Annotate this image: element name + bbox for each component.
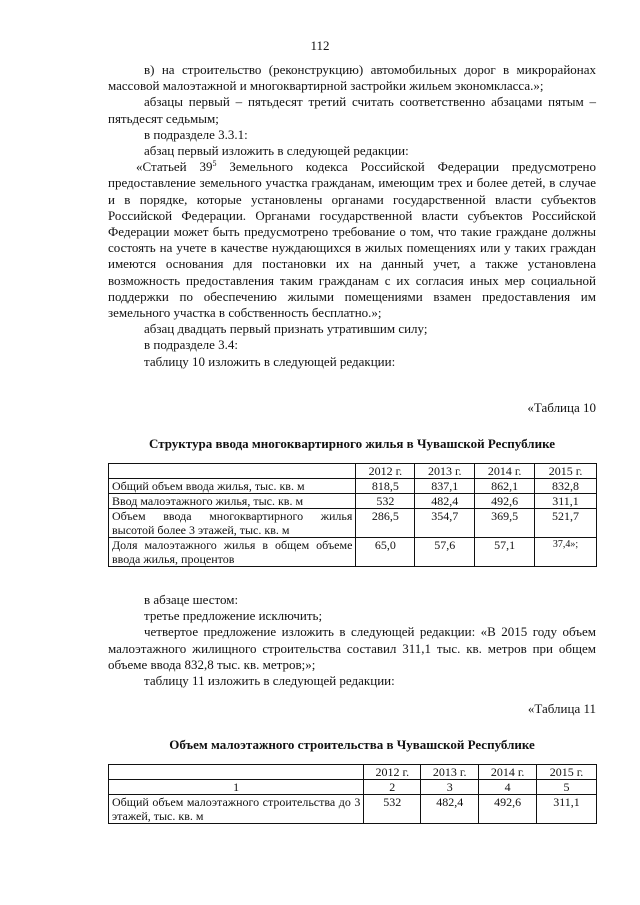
table-cell: 482,4	[415, 494, 475, 509]
paragraph-1: в) на строительство (реконструкцию) автомобильных дорог в микрорайонах массовой малоэтажной и многоквартирной застройки жильем экономкласса.»;	[108, 62, 596, 94]
table-header-empty	[109, 765, 364, 780]
column-number: 4	[479, 780, 537, 795]
table-row	[109, 494, 597, 509]
table-row	[109, 795, 597, 824]
table-header-row	[109, 464, 597, 479]
table-header-year: 2012 г.	[356, 464, 415, 479]
paragraph-3: в подразделе 3.3.1:	[144, 126, 248, 142]
table-header-year: 2013 г.	[415, 464, 475, 479]
table-header-empty	[109, 464, 356, 479]
paragraph-5: абзац двадцать первый признать утратившим силу;	[144, 321, 428, 337]
quoted-paragraph	[108, 159, 596, 321]
paragraph-6: в подразделе 3.4:	[144, 337, 239, 353]
table-header-year: 2013 г.	[421, 765, 479, 780]
table-header-year: 2015 г.	[537, 765, 597, 780]
table-cell: 311,1	[535, 494, 597, 509]
table-header-year: 2014 г.	[479, 765, 537, 780]
column-number: 2	[364, 780, 421, 795]
table-cell: 286,5	[356, 509, 415, 538]
row-label: Ввод малоэтажного жилья, тыс. кв. м	[109, 494, 356, 509]
table-10	[108, 463, 597, 567]
table-cell: 311,1	[537, 795, 597, 824]
table-header-year: 2012 г.	[364, 765, 421, 780]
paragraph-7: таблицу 10 изложить в следующей редакции:	[144, 353, 396, 369]
table-cell: 837,1	[415, 479, 475, 494]
paragraph-10: четвертое предложение изложить в следующей редакции: «В 2015 году объем малоэтажного жилищного строительства составил 311,1 тыс. кв. метров при общем объеме ввода 832,8 тыс. кв. метров;»;	[108, 624, 596, 672]
table-cell: 492,6	[479, 795, 537, 824]
table11-label: «Таблица 11	[527, 701, 596, 716]
page-number: 112	[310, 38, 330, 53]
row-label: Объем ввода многоквартирного жилья высотой более 3 этажей, тыс. кв. м	[109, 509, 356, 538]
paragraph-2: абзацы первый – пятьдесят третий считать соответственно абзацами пятым – пятьдесят седьмым;	[108, 94, 596, 126]
text-block-top	[108, 62, 596, 370]
table-11	[108, 764, 597, 824]
paragraph-9: третье предложение исключить;	[144, 608, 323, 624]
table-cell: 532	[364, 795, 421, 824]
paragraph-11: таблицу 11 изложить в следующей редакции:	[144, 673, 395, 689]
row-label: Доля малоэтажного жилья в общем объеме ввода жилья, процентов	[109, 538, 356, 567]
row-label: Общий объем малоэтажного строительства до 3 этажей, тыс. кв. м	[109, 795, 364, 824]
table-cell: 492,6	[475, 494, 535, 509]
row-label: Общий объем ввода жилья, тыс. кв. м	[109, 479, 356, 494]
table-header-year: 2015 г.	[535, 464, 597, 479]
column-number: 5	[537, 780, 597, 795]
table-header-row	[109, 765, 597, 780]
table-cell: 818,5	[356, 479, 415, 494]
table10-title: Структура ввода многоквартирного жилья в Чувашской Республике	[148, 436, 555, 451]
table11-title: Объем малоэтажного строительства в Чувашской Республике	[169, 737, 535, 752]
paragraph-4: абзац первый изложить в следующей редакции:	[144, 143, 409, 159]
table-cell: 354,7	[415, 509, 475, 538]
table-cell: 37,4»;	[535, 538, 597, 567]
column-number: 1	[109, 780, 364, 795]
table-header-year: 2014 г.	[475, 464, 535, 479]
column-number: 3	[421, 780, 479, 795]
table-row	[109, 509, 597, 538]
table-cell: 862,1	[475, 479, 535, 494]
table-row	[109, 479, 597, 494]
table-row	[109, 538, 597, 567]
table-cell: 57,1	[475, 538, 535, 567]
table-cell: 832,8	[535, 479, 597, 494]
table-cell: 521,7	[535, 509, 597, 538]
quote-text-rest: Земельного кодекса Российской Федерации предусмотрено предоставление земельного участка гражданам, имеющим трех и более детей, в случае и в порядке, которые установлены органами государственной власти субъектов Российской Федерации. Органами государственной власти субъектов Российской Федерации может быть предусмотрено требование о том, что такие граждане должны состоять на учете в качестве нуждающихся в жилых помещениях или у таких граждан имеются основания для постановки их на данный учет, а также установлена возможность предоставления таким гражданам с их согласия иных мер социальной поддержки по обеспечению жилыми помещениями взамен предоставления им земельного участка в собственность бесплатно.»;	[108, 159, 596, 321]
quote-superscript: 5	[212, 159, 217, 169]
table-cell: 65,0	[356, 538, 415, 567]
table-cell: 57,6	[415, 538, 475, 567]
paragraph-8: в абзаце шестом:	[144, 592, 239, 607]
quote-text-start: «Статьей 39	[136, 159, 213, 175]
table-cell: 369,5	[475, 509, 535, 538]
table-number-row	[109, 780, 597, 795]
table-cell: 532	[356, 494, 415, 509]
table10-label: «Таблица 10	[527, 400, 596, 415]
text-block-middle	[108, 592, 596, 689]
table-cell: 482,4	[421, 795, 479, 824]
